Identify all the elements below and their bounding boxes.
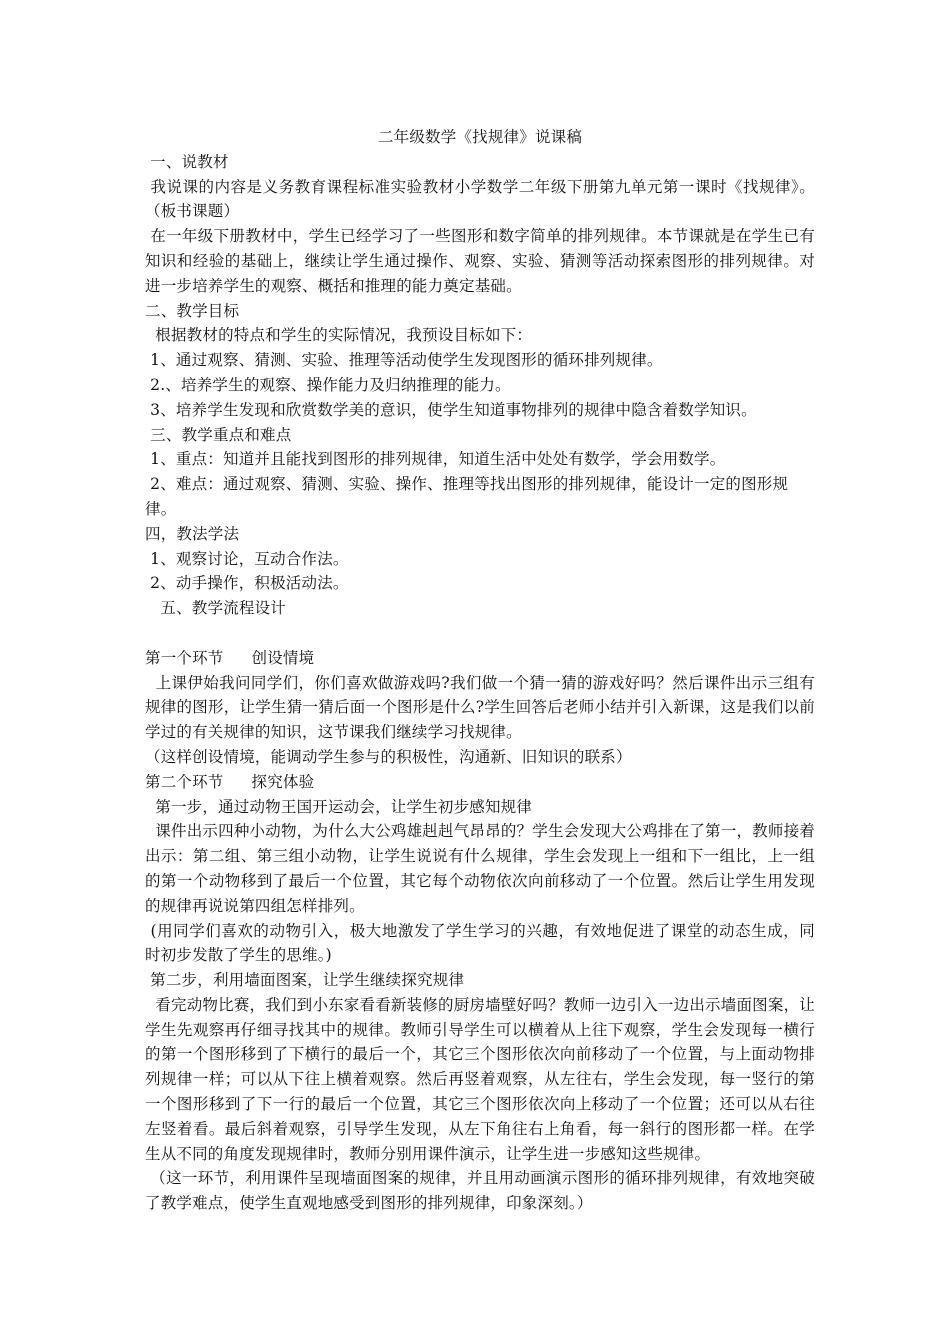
step-heading-2: 第二步，利用墙面图案，让学生继续探究规律 <box>145 971 465 990</box>
part-heading-2 <box>145 770 815 795</box>
part-name-2: 探究体验 <box>251 772 315 791</box>
blank-line <box>145 621 815 646</box>
list-item-key-point: 1、重点：知道并且能找到图形的排列规律，知道生活中处处有数学，学会用数学。 <box>145 450 726 469</box>
paragraph-s2-intro: 根据教材的特点和学生的实际情况，我预设目标如下： <box>145 326 533 345</box>
note-step2: （这一环节，利用课件呈现墙面图案的规律，并且用动画演示图形的循环排列规律，有效地突破了教学难点，使学生直观地感受到图形的排列规律，印象深刻。） <box>145 1169 815 1213</box>
document-title: 二年级数学《找规律》说课稿 <box>377 128 583 146</box>
section-heading-3: 三、教学重点和难点 <box>145 425 292 444</box>
section-heading-5: 五、教学流程设计 <box>145 599 286 618</box>
part-label-2: 第二个环节 <box>145 772 224 791</box>
section-heading-4: 四，教法学法 <box>145 524 240 543</box>
section-heading-2: 二、教学目标 <box>145 301 240 320</box>
list-item-goal-2: 2.、培养学生的观察、操作能力及归纳推理的能力。 <box>145 375 511 394</box>
part-heading-1 <box>145 646 815 671</box>
paragraph-step2: 看完动物比赛，我们到小东家看看新装修的厨房墙壁好吗？教师一边引入一边出示墙面图案，让学生先观察再仔细寻找其中的规律。教师引导学生可以横着从上往下观察，学生会发现每一横行的第一个图形移到了下横行的最后一个，其它三个图形依次向前移动了一个位置，与上面动物排列规律一样；可以从下往上横着观察。然后再竖着观察，从左往右，学生会发现，每一竖行的第一个图形移到了下一行的最后一个位置，其它三个图形依次向上移动了一个位置；还可以从右往左竖着看。最后斜着观察，引导学生发现，从左下角往右上角看，每一斜行的图形都一样。在学生从不同的角度发现规律时，教师分别用课件演示，让学生进一步感知这些规律。 <box>145 995 815 1163</box>
part-name-1: 创设情境 <box>251 648 315 667</box>
document-body <box>145 125 815 1216</box>
list-item-difficulty: 2、难点：通过观察、猜测、实验、操作、推理等找出图形的排列规律，能设计一定的图形规律。 <box>145 475 789 518</box>
part-label-1: 第一个环节 <box>145 648 224 667</box>
section-heading-1: 一、说教材 <box>145 152 229 171</box>
list-item-goal-1: 1、通过观察、猜测、实验、推理等活动使学生发现图形的循环排列规律。 <box>145 351 663 370</box>
paragraph-step1: 课件出示四种小动物，为什么大公鸡雄赳赳气昂昂的？学生会发现大公鸡排在了第一，教师接着出示：第二组、第三组小动物，让学生说说有什么规律，学生会发现上一组和下一组比，上一组的第一个动物移到了最后一个位置，其它每个动物依次向前移动了一个位置。然后让学生用发现的规律再说说第四组怎样排列。 <box>145 822 815 915</box>
paragraph-part1: 上课伊始我问同学们，你们喜欢做游戏吗?我们做一个猜一猜的游戏好吗？然后课件出示三组有规律的图形，让学生猜一猜后面一个图形是什么?学生回答后老师小结并引入新课，这是我们以前学过的有关规律的知识，这节课我们继续学习找规律。 <box>145 673 815 742</box>
note-part1: （这样创设情境，能调动学生参与的积极性，沟通新、旧知识的联系） <box>145 747 632 766</box>
list-item-method-1: 1、观察讨论，互动合作法。 <box>145 549 349 568</box>
paragraph-s1-1: 我说课的内容是义务教育课程标准实验教材小学数学二年级下册第九单元第一课时《找规律》。（板书课题） <box>145 177 815 221</box>
list-item-goal-3: 3、培养学生发现和欣赏数学美的意识，使学生知道事物排列的规律中隐含着数学知识。 <box>145 400 757 419</box>
step-heading-1: 第一步，通过动物王国开运动会，让学生初步感知规律 <box>145 797 533 816</box>
list-item-method-2: 2、动手操作，积极活动法。 <box>145 574 349 593</box>
note-step1: (用同学们喜欢的动物引入，极大地激发了学生学习的兴趣，有效地促进了课堂的动态生成，同时初步发散了学生的思维。) <box>145 921 815 965</box>
paragraph-s1-2: 在一年级下册教材中，学生已经学习了一些图形和数字简单的排列规律。本节课就是在学生已有知识和经验的基础上，继续让学生通过操作、观察、实验、猜测等活动探索图形的排列规律。对进一步培养学生的观察、概括和推理的能力奠定基础。 <box>145 227 815 295</box>
